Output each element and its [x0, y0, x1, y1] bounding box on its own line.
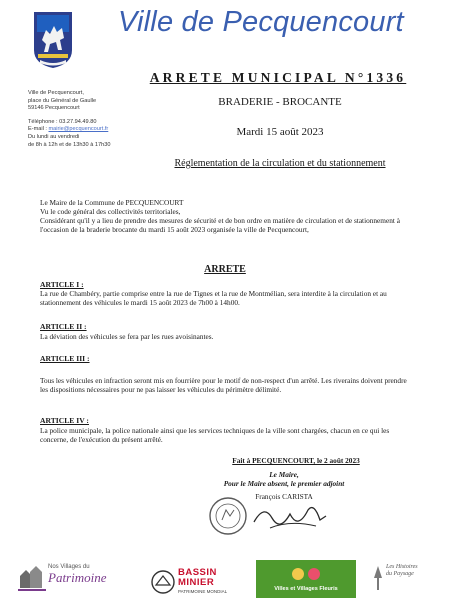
logo-text-line: du Paysage: [386, 571, 414, 577]
villages-patrimoine-logo: [18, 558, 118, 598]
logo-text: [386, 564, 418, 578]
intro-line: Considérant qu'il y a lieu de prendre des mesures de sécurité et de bon ordre en matière de circulation et de stationnement à l'occasion de la braderie brocante du mardi 15 août 2023 organisée la ville de Pecquencourt,: [40, 216, 400, 234]
fait-line: Fait à PECQUENCOURT, le 2 août 2023: [232, 456, 360, 465]
hours-text: Du lundi au vendredi: [28, 133, 80, 140]
contact-sidebar: [28, 90, 138, 149]
village-house-icon: [18, 562, 46, 592]
logo-text-line: Les Histoires: [386, 564, 418, 570]
intro-line: Vu le code général des collectivités territoriales,: [40, 207, 181, 216]
email-label: E-mail :: [28, 126, 49, 133]
arrete-title: ARRETE MUNICIPAL N°1336: [149, 70, 407, 85]
histoires-paysage-logo: [372, 562, 442, 596]
signature-block: [174, 470, 394, 501]
article-heading: ARTICLE II :: [40, 322, 87, 331]
email-row: [28, 126, 138, 134]
logo-text: BASSIN: [178, 567, 217, 578]
article-text: La déviation des véhicules se fera par les rues avoisinantes.: [40, 332, 214, 341]
handwritten-signature: [250, 500, 330, 536]
phone-text: Téléphone : 03.27.94.49.80: [28, 118, 97, 125]
reglementation-title: Réglementation de la circulation et du stationnement: [174, 158, 386, 169]
logo-text: Villes et Villages Fleuris: [274, 586, 338, 592]
unesco-circle-icon: [150, 569, 176, 595]
deputy-title: Pour le Maire absent, le premier adjoint: [223, 479, 345, 489]
article-text: La rue de Chambéry, partie comprise entre la rue de Tignes et la rue de Montmélian, sera interdite à la circulation et au stationnement des véhicules le mardi 15 août 2023 de 7h00 à 14h00.: [40, 289, 387, 307]
event-date: Mardi 15 août 2023: [236, 126, 324, 138]
email-link[interactable]: mairie@pecquencourt.fr: [48, 126, 109, 133]
article-heading: ARTICLE I :: [40, 280, 84, 289]
intro-line: Le Maire de la Commune de PECQUENCOURT: [40, 198, 184, 207]
flower-icon: [290, 564, 322, 584]
bassin-minier-logo: [150, 567, 240, 599]
hours-text: de 8h à 12h et de 13h30 à 17h30: [28, 141, 111, 148]
event-subtitle: BRADERIE - BROCANTE: [218, 96, 342, 108]
article-heading: ARTICLE IV :: [40, 416, 89, 425]
article-text: La police municipale, la police nationale ainsi que les services techniques de la ville sont chargées, chacun en ce qui les concerne, de l'exécution du présent arrêté.: [40, 426, 390, 444]
address-line: Ville de Pecquencourt,: [28, 90, 84, 96]
logo-big-text: Patrimoine: [48, 570, 107, 585]
arrete-heading: ARRETE: [204, 264, 246, 275]
town-title: Ville de Pecquencourt: [118, 6, 404, 38]
tree-icon: [372, 564, 384, 592]
mayor-title: Le Maire,: [269, 470, 299, 479]
article-text: Tous les véhicules en infraction seront mis en fourrière pour le motif de non-respect d'un arrêté. Les riverains doivent prendre les dispositions nécessaires pour ne pas laisser les véhicules du périmètre délimité.: [40, 376, 407, 394]
logo-small-text: Nos Villages du: [48, 564, 90, 570]
signer-name: François CARISTA: [255, 491, 313, 501]
intro-paragraph: [40, 198, 410, 234]
villes-villages-fleuris-logo: [256, 560, 356, 598]
town-crest-icon: [32, 10, 74, 70]
article-heading: ARTICLE III :: [40, 354, 90, 363]
address-line: place du Général de Gaulle: [28, 97, 97, 104]
round-stamp-icon: [208, 496, 248, 536]
logo-text: MINIER: [178, 577, 215, 588]
address-line: 59146 Pecquencourt: [28, 105, 80, 112]
logo-text: PATRIMOINE MONDIAL: [178, 589, 228, 594]
